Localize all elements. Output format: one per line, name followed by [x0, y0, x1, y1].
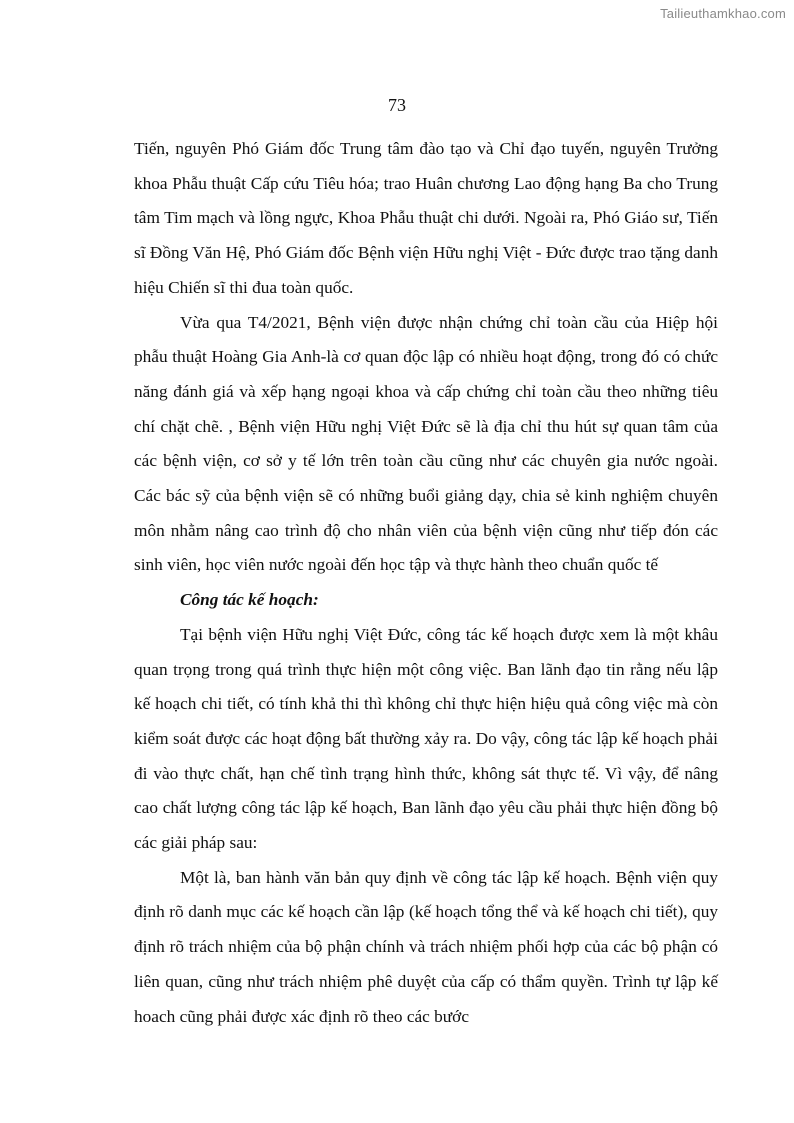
paragraph-planning-intro: Tại bệnh viện Hữu nghị Việt Đức, công tác kế hoạch được xem là một khâu quan trọng trong quá trình thực hiện một công việc. Ban lãnh đạo tin rằng nếu lập kế hoạch chi tiết, có tính khả thi thì không chỉ thực hiện hiệu quả công việc mà còn kiểm soát được các hoạt động bất thường xảy ra. Do vậy, công tác lập kế hoạch phải đi vào thực chất, hạn chế tình trạng hình thức, không sát thực tế. Vì vậy, để nâng cao chất lượng công tác lập kế hoạch, Ban lãnh đạo yêu cầu phải thực hiện đồng bộ các giải pháp sau: — [134, 624, 718, 853]
page-number: 73 — [388, 95, 406, 115]
paragraph-continuation: Tiến, nguyên Phó Giám đốc Trung tâm đào tạo và Chỉ đạo tuyến, nguyên Trưởng khoa Phẫu thuật Cấp cứu Tiêu hóa; trao Huân chương Lao động hạng Ba cho Trung tâm Tim mạch và lồng ngực, Khoa Phẫu thuật chi dưới. Ngoài ra, Phó Giáo sư, Tiến sĩ Đồng Văn Hệ, Phó Giám đốc Bệnh viện Hữu nghị Việt - Đức được trao tặng danh hiệu Chiến sĩ thi đua toàn quốc. — [134, 139, 718, 297]
watermark: Tailieuthamkhao.com — [660, 6, 786, 21]
paragraph-solution-one: Một là, ban hành văn bản quy định về công tác lập kế hoạch. Bệnh viện quy định rõ danh mục các kế hoạch cần lập (kế hoạch tổng thể và kế hoạch chi tiết), quy định rõ trách nhiệm của bộ phận chính và trách nhiệm phối hợp của các bộ phận có liên quan, cũng như trách nhiệm phê duyệt của cấp có thẩm quyền. Trình tự lập kế hoach cũng phải được xác định rõ theo các bước — [134, 867, 718, 1026]
paragraph-certificate: Vừa qua T4/2021, Bệnh viện được nhận chứng chỉ toàn cầu của Hiệp hội phẫu thuật Hoàng Gia Anh-là cơ quan độc lập có nhiều hoạt động, trong đó có chức năng đánh giá và xếp hạng ngoại khoa và cấp chứng chỉ toàn cầu theo những tiêu chí chặt chẽ. , Bệnh viện Hữu nghị Việt Đức sẽ là địa chỉ thu hút sự quan tâm của các bệnh viện, cơ sở y tế lớn trên toàn cầu cũng như các chuyên gia nước ngoài. Các bác sỹ của bệnh viện sẽ có những buổi giảng dạy, chia sẻ kinh nghiệm chuyên môn nhằm nâng cao trình độ cho nhân viên của bệnh viện cũng như tiếp đón các sinh viên, học viên nước ngoài đến học tập và thực hành theo chuẩn quốc tế — [134, 312, 718, 575]
document-body — [134, 132, 718, 1034]
section-heading: Công tác kế hoạch: — [180, 590, 319, 610]
